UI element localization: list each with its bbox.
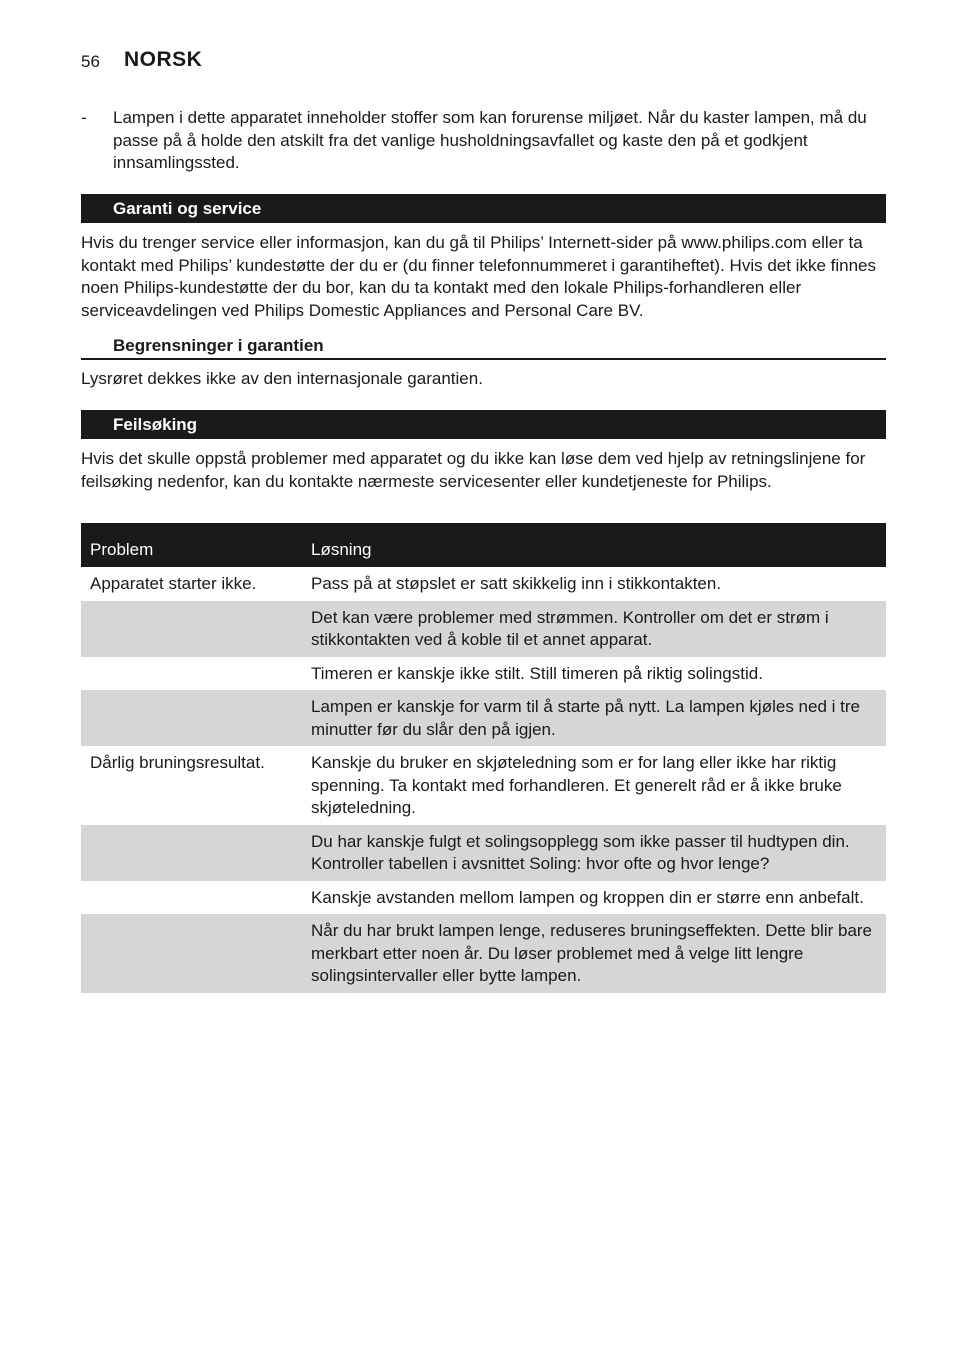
bullet-dash: - [81, 108, 87, 127]
problem-cell: Apparatet starter ikke. [90, 574, 257, 593]
solution-cell: Det kan være problemer med strømmen. Kontroller om det er strøm i stikkontakten ved å koble til et annet apparat. [302, 601, 886, 657]
troubleshooting-intro: Hvis det skulle oppstå problemer med apparatet og du ikke kan løse dem ved hjelp av retningslinjene for feilsøking nedenfor, kan du kontakte nærmeste servicesenter eller kundetjeneste for Philips. [81, 449, 866, 491]
section-heading-troubleshooting: Feilsøking [81, 410, 886, 439]
problem-cell [81, 914, 302, 993]
problem-cell [81, 601, 302, 657]
solution-cell: Lampen er kanskje for varm til å starte på nytt. La lampen kjøles ned i tre minutter før du slår den på igjen. [302, 690, 886, 746]
page-number: 56 [81, 52, 100, 71]
solution-cell: Pass på at støpslet er satt skikkelig inn i stikkontakten. [311, 574, 722, 593]
problem-cell: Dårlig bruningsresultat. [90, 753, 265, 772]
problem-cell [81, 690, 302, 746]
table-row [81, 690, 886, 746]
table-row [81, 567, 886, 601]
problem-cell [81, 881, 302, 915]
problem-cell [81, 657, 302, 691]
table-row [81, 914, 886, 993]
troubleshooting-table [81, 523, 886, 993]
disposal-bullet [81, 107, 886, 175]
table-row [81, 825, 886, 881]
solution-cell: Kanskje avstanden mellom lampen og kroppen din er større enn anbefalt. [311, 887, 864, 907]
warranty-text-before: Hvis du trenger service eller informasjon, kan du gå til Philips’ Internett-sider på [81, 233, 682, 252]
solution-cell: Timeren er kanskje ikke stilt. Still timeren på riktig solingstid. [311, 663, 763, 683]
language-title: NORSK [124, 48, 203, 71]
solution-cell: Du har kanskje fulgt et solingsopplegg som ikke passer til hudtypen din. Kontroller tabellen i avsnittet Soling: hvor ofte og hvor lenge? [302, 825, 886, 881]
solution-cell: Kanskje du bruker en skjøteledning som er for lang eller ikke har riktig spenning. Ta kontakt med forhandleren. Et generelt råd er å ikke bruke skjøteledning. [311, 753, 842, 817]
philips-website-link[interactable]: www.philips.com [681, 233, 807, 252]
problem-cell [81, 825, 302, 881]
warranty-limits-text: Lysrøret dekkes ikke av den internasjonale garantien. [81, 369, 483, 388]
warranty-text-after: eller ta kontakt med Philips’ kundestøtte der du er (du finner telefonnummeret i garantiheftet). Hvis det ikke finnes noen Philips-kundestøtte der du bor, kan du ta kontakt med den lokale Philips-forhandleren eller serviceavdelingen ved Philips Domestic Appliances and Personal Care BV. [81, 233, 876, 320]
column-header-problem: Problem [81, 523, 302, 567]
section-heading-warranty: Garanti og service [81, 194, 886, 223]
subheading-warranty-limits: Begrensninger i garantien [81, 333, 886, 360]
warranty-paragraph [81, 232, 886, 322]
table-row [81, 746, 886, 825]
table-header-row [81, 523, 886, 567]
bullet-text: Lampen i dette apparatet inneholder stoffer som kan forurense miljøet. Når du kaster lampen, må du passe på å holde den atskilt fra det vanlige husholdningsavfallet og kaste den på et godkjent innsamlingssted. [113, 108, 867, 172]
table-row [81, 601, 886, 657]
table-row [81, 657, 886, 691]
table-row [81, 881, 886, 915]
solution-cell: Når du har brukt lampen lenge, reduseres bruningseffekten. Dette blir bare merkbart etter noen år. Du løser problemet med å velge litt lengre solingsintervaller eller bytte lampen. [302, 914, 886, 993]
column-header-solution: Løsning [302, 523, 886, 567]
